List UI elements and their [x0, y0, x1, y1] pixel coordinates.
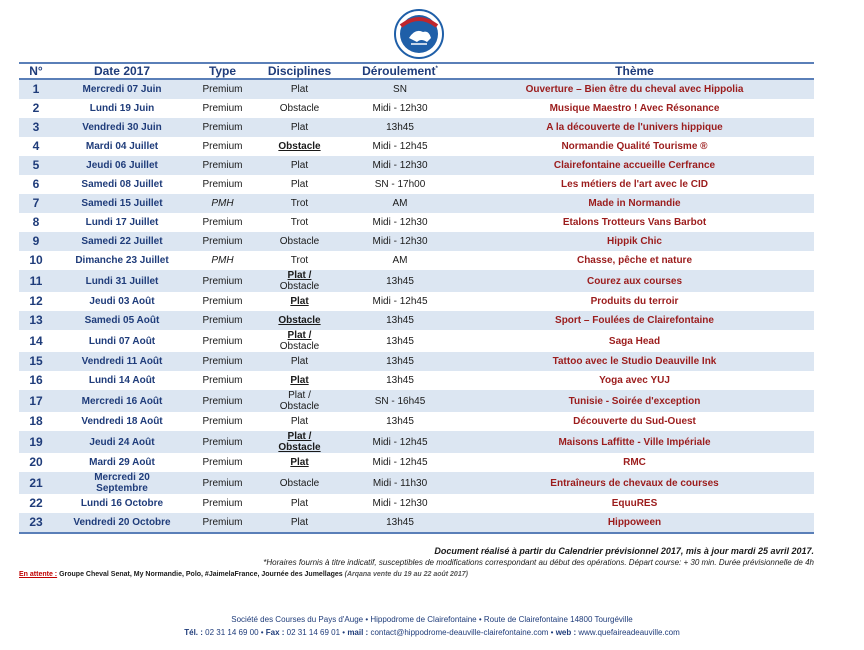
row-deroulement: Midi - 11h30: [345, 472, 455, 494]
row-deroulement: AM: [345, 194, 455, 213]
row-type: Premium: [191, 431, 254, 453]
row-date: [53, 330, 191, 352]
row-discipline-primary: Plat: [290, 84, 309, 95]
row-disciplines: [254, 513, 345, 533]
row-number: 2: [32, 101, 40, 115]
row-date-line: Mercredi 20: [94, 472, 150, 483]
row-type: Premium: [202, 103, 243, 114]
row-discipline-primary: Plat: [290, 296, 309, 307]
arqana-note: (Arqana vente du 19 au 22 août 2017): [344, 571, 468, 578]
row-number: 7: [19, 194, 53, 213]
table-row: [19, 156, 814, 175]
row-number: 1: [19, 79, 53, 99]
row-number: 17: [19, 390, 53, 412]
row-date-line: Samedi 05 Août: [84, 315, 160, 326]
row-date: [53, 453, 191, 472]
row-disciplines: [254, 213, 345, 232]
fax-value: 02 31 14 69 01 •: [284, 628, 348, 637]
row-date: [53, 251, 191, 270]
row-discipline-primary: Plat: [290, 160, 309, 171]
row-date: [53, 494, 191, 513]
row-deroulement: SN: [345, 79, 455, 99]
row-date-line: Jeudi 03 Août: [89, 296, 155, 307]
row-deroulement: 13h45: [345, 352, 455, 371]
row-disciplines: [254, 311, 345, 330]
row-date-line: Septembre: [96, 483, 148, 494]
row-discipline-primary: Trot: [290, 217, 309, 228]
row-disciplines: [254, 292, 345, 311]
row-discipline-primary: Trot: [290, 255, 309, 266]
row-disciplines: [254, 118, 345, 137]
row-type: Premium: [191, 472, 254, 494]
row-type: PMH: [211, 255, 234, 266]
row-number: 18: [29, 414, 43, 428]
row-date: [53, 352, 191, 371]
table-row: [19, 472, 814, 494]
row-type: Premium: [202, 416, 243, 427]
row-theme: EquuRES: [611, 498, 658, 509]
row-deroulement: 13h45: [345, 270, 455, 292]
row-type: Premium: [202, 335, 243, 347]
row-discipline-primary: Plat: [290, 179, 309, 190]
row-type: Premium: [202, 141, 243, 152]
row-date: [53, 232, 191, 251]
col-header-num: N°: [19, 63, 53, 79]
row-disciplines: [254, 330, 345, 352]
row-date: [53, 412, 191, 431]
address-line: Société des Courses du Pays d'Auge • Hippodrome de Clairefontaine • Route de Clairefontaine 14800 Tourgéville: [231, 615, 633, 624]
row-type: Premium: [191, 118, 254, 137]
row-discipline-primary: Plat /: [287, 270, 312, 281]
row-discipline-primary: Obstacle: [279, 103, 320, 114]
row-theme: Entraîneurs de chevaux de courses: [455, 472, 814, 494]
row-type: Premium: [202, 457, 243, 468]
row-discipline-primary: Obstacle: [279, 236, 320, 247]
row-date: [53, 431, 191, 453]
table-row: [19, 352, 814, 371]
row-date: [53, 270, 191, 292]
row-deroulement: 13h45: [386, 416, 414, 427]
row-disciplines: [254, 472, 345, 494]
row-discipline-secondary: Obstacle: [279, 281, 320, 292]
row-type: Premium: [202, 296, 243, 307]
row-deroulement: SN - 16h45: [345, 390, 455, 412]
row-type: Premium: [202, 498, 243, 509]
row-date-line: Vendredi 11 Août: [81, 356, 163, 367]
row-number: 8: [32, 215, 40, 229]
row-disciplines: [254, 412, 345, 431]
table-row: [19, 412, 814, 431]
row-number: 4: [32, 139, 40, 153]
row-type: PMH: [191, 194, 254, 213]
tel-value: 02 31 14 69 00 •: [202, 628, 266, 637]
row-theme: Produits du terroir: [590, 296, 679, 307]
row-deroulement: 13h45: [345, 513, 455, 533]
table-row: [19, 99, 814, 118]
table-row: [19, 79, 814, 99]
row-discipline-primary: Plat: [290, 356, 309, 367]
row-discipline-primary: Plat: [290, 122, 309, 133]
table-row: [19, 371, 814, 390]
row-discipline-primary: Plat /: [287, 431, 312, 442]
row-date: [53, 311, 191, 330]
row-disciplines: [254, 270, 345, 292]
row-deroulement: Midi - 12h30: [345, 232, 455, 251]
row-disciplines: [254, 232, 345, 251]
row-discipline-primary: Plat: [290, 517, 309, 528]
row-disciplines: [254, 453, 345, 472]
col-header-theme: Thème: [455, 63, 814, 79]
row-deroulement: AM: [392, 255, 408, 266]
row-number: 5: [19, 156, 53, 175]
row-date-line: Mardi 29 Août: [89, 457, 155, 468]
row-type: Premium: [202, 179, 243, 190]
row-discipline-primary: Trot: [290, 198, 309, 209]
row-date-line: Vendredi 18 Août: [81, 416, 163, 427]
row-theme: Maisons Laffitte - Ville Impériale: [455, 431, 814, 453]
row-discipline-primary: Plat: [290, 457, 309, 468]
row-deroulement: Midi - 12h30: [372, 498, 428, 509]
row-discipline-secondary: Obstacle: [279, 401, 320, 412]
row-disciplines: [254, 79, 345, 99]
row-number: 21: [19, 472, 53, 494]
waiting-label: En attente :: [19, 571, 58, 578]
row-date-line: Jeudi 06 Juillet: [86, 160, 158, 171]
table-row: [19, 311, 814, 330]
waiting-items: Groupe Cheval Senat, My Normandie, Polo, #JaimelaFrance, Journée des Jumellages: [57, 571, 345, 578]
table-row: [19, 292, 814, 311]
row-number: 13: [19, 311, 53, 330]
row-date: [53, 472, 191, 494]
row-number: 3: [19, 118, 53, 137]
row-date-line: Samedi 22 Juillet: [81, 236, 163, 247]
row-theme: Courez aux courses: [455, 270, 814, 292]
row-theme: Normandie Qualité Tourisme ®: [561, 141, 708, 152]
row-number: 19: [19, 431, 53, 453]
row-type: Premium: [202, 375, 243, 386]
row-date-line: Mardi 04 Juillet: [85, 141, 159, 152]
row-deroulement: Midi - 12h45: [372, 457, 428, 468]
hippodrome-logo-icon: [393, 8, 445, 60]
row-theme: Musique Maestro ! Avec Résonance: [549, 103, 720, 114]
row-theme: Clairefontaine accueille Cerfrance: [455, 156, 814, 175]
table-row: [19, 175, 814, 194]
row-date: [53, 137, 191, 156]
row-disciplines: [254, 352, 345, 371]
row-disciplines: [254, 194, 345, 213]
row-discipline-primary: Plat: [290, 498, 309, 509]
row-deroulement: 13h45: [345, 118, 455, 137]
tel-label: Tél. :: [184, 628, 203, 637]
row-theme: Chasse, pêche et nature: [576, 255, 693, 266]
row-theme: Sport – Foulées de Clairefontaine: [455, 311, 814, 330]
row-date-line: Mercredi 07 Juin: [82, 84, 162, 95]
row-deroulement: Midi - 12h30: [372, 217, 428, 228]
row-deroulement: Midi - 12h30: [345, 156, 455, 175]
row-type: Premium: [191, 156, 254, 175]
row-disciplines: [254, 99, 345, 118]
row-type: Premium: [191, 390, 254, 412]
row-disciplines: [254, 494, 345, 513]
row-theme: A la découverte de l'univers hippique: [455, 118, 814, 137]
row-discipline-primary: Obstacle: [278, 141, 321, 152]
row-theme: RMC: [623, 457, 646, 468]
row-date: [53, 513, 191, 533]
row-number: 16: [29, 373, 43, 387]
table-row: [19, 137, 814, 156]
row-type: Premium: [191, 311, 254, 330]
row-theme: Hippik Chic: [455, 232, 814, 251]
web-link[interactable]: www.quefaireadeauville.com: [576, 628, 680, 637]
row-deroulement: Midi - 12h45: [372, 141, 428, 152]
row-date-line: Lundi 31 Juillet: [85, 275, 159, 287]
mail-label: mail :: [347, 628, 369, 637]
row-discipline-primary: Obstacle: [278, 315, 321, 326]
row-deroulement: 13h45: [386, 375, 414, 386]
row-number: 10: [29, 253, 43, 267]
table-row: [19, 194, 814, 213]
row-disciplines: [254, 251, 345, 270]
row-discipline-primary: Plat: [290, 416, 309, 427]
table-header-row: [19, 63, 814, 79]
col-header-disciplines: Disciplines: [254, 63, 345, 79]
row-date: [53, 390, 191, 412]
row-date-line: Samedi 08 Juillet: [81, 179, 163, 190]
row-date-line: Vendredi 20 Octobre: [73, 517, 171, 528]
table-row: [19, 494, 814, 513]
row-number: 11: [19, 270, 53, 292]
mail-link[interactable]: contact@hippodrome-deauville-clairefontaine.com •: [368, 628, 556, 637]
document-note: Document réalisé à partir du Calendrier prévisionnel 2017, mis à jour mardi 25 avril 2017.: [434, 546, 814, 556]
row-date-line: Lundi 17 Juillet: [85, 217, 159, 228]
table-row: [19, 330, 814, 352]
row-date-line: Lundi 19 Juin: [89, 103, 155, 114]
row-date: [53, 175, 191, 194]
row-date-line: Lundi 16 Octobre: [80, 498, 164, 509]
row-deroulement: Midi - 12h45: [372, 296, 428, 307]
row-type: Premium: [191, 79, 254, 99]
table-row: [19, 270, 814, 292]
row-number: 20: [29, 455, 43, 469]
table-row: [19, 213, 814, 232]
row-theme: Saga Head: [608, 335, 661, 347]
row-number: 12: [29, 294, 43, 308]
row-deroulement: 13h45: [386, 335, 414, 347]
row-date-line: Dimanche 23 Juillet: [75, 255, 169, 266]
row-type: Premium: [191, 352, 254, 371]
row-date: [53, 371, 191, 390]
table-row: [19, 513, 814, 533]
row-theme: Tunisie - Soirée d'exception: [455, 390, 814, 412]
row-theme: Made in Normandie: [455, 194, 814, 213]
table-row: [19, 453, 814, 472]
row-theme: Ouverture – Bien être du cheval avec Hippolia: [455, 79, 814, 99]
row-number: 15: [19, 352, 53, 371]
row-deroulement: Midi - 12h45: [345, 431, 455, 453]
hours-note: *Horaires fournis à titre indicatif, susceptibles de modifications correspondant au début des opérations. Départ course: + 30 min. Durée prévisionnelle de 4h: [263, 558, 814, 567]
table-row: [19, 251, 814, 270]
row-theme: Les métiers de l'art avec le CID: [561, 179, 708, 190]
row-date: [53, 156, 191, 175]
row-date: [53, 118, 191, 137]
table-row: [19, 431, 814, 453]
row-date-line: Jeudi 24 Août: [89, 436, 155, 448]
row-discipline-primary: Obstacle: [279, 477, 320, 489]
row-theme: Yoga avec YUJ: [599, 375, 670, 386]
waiting-list: [19, 571, 468, 578]
schedule-table: [19, 62, 814, 534]
row-theme: Découverte du Sud-Ouest: [573, 416, 696, 427]
row-type: Premium: [191, 270, 254, 292]
row-date: [53, 194, 191, 213]
row-type: Premium: [202, 217, 243, 228]
row-type: Premium: [191, 513, 254, 533]
row-discipline-primary: Plat: [290, 375, 309, 386]
row-number: 23: [19, 513, 53, 533]
col-header-type: Type: [191, 63, 254, 79]
col-header-deroulement: Déroulement*: [345, 63, 455, 79]
row-theme: Etalons Trotteurs Vans Barbot: [562, 217, 707, 228]
row-theme: Hippoween: [455, 513, 814, 533]
row-disciplines: [254, 371, 345, 390]
row-disciplines: [254, 137, 345, 156]
col-header-date: Date 2017: [53, 63, 191, 79]
web-label: web :: [555, 628, 577, 637]
row-discipline-secondary: Obstacle: [279, 341, 320, 352]
row-deroulement: 13h45: [345, 311, 455, 330]
row-disciplines: [254, 175, 345, 194]
row-deroulement: SN - 17h00: [374, 179, 426, 190]
table-row: [19, 390, 814, 412]
row-discipline-primary: Plat /: [287, 330, 312, 341]
row-date-line: Lundi 07 Août: [88, 335, 156, 347]
row-date-line: Samedi 15 Juillet: [81, 198, 163, 209]
row-disciplines: [254, 431, 345, 453]
row-number: 14: [29, 333, 43, 348]
row-disciplines: [254, 390, 345, 412]
row-date: [53, 79, 191, 99]
table-row: [19, 232, 814, 251]
row-discipline-primary: Plat /: [288, 390, 311, 401]
row-date: [53, 99, 191, 118]
row-date: [53, 213, 191, 232]
row-date-line: Mercredi 16 Août: [81, 395, 163, 407]
table-row: [19, 118, 814, 137]
contact-line: [0, 628, 864, 637]
row-date: [53, 292, 191, 311]
row-number: 22: [29, 496, 43, 510]
row-theme: Tattoo avec le Studio Deauville Ink: [455, 352, 814, 371]
row-type: Premium: [191, 232, 254, 251]
row-date-line: Vendredi 30 Juin: [82, 122, 162, 133]
fax-label: Fax :: [265, 628, 285, 637]
row-number: 6: [32, 177, 40, 191]
row-deroulement: Midi - 12h30: [372, 103, 428, 114]
row-number: 9: [19, 232, 53, 251]
row-discipline-secondary: Obstacle: [278, 442, 321, 453]
row-date-line: Lundi 14 Août: [88, 375, 156, 386]
row-disciplines: [254, 156, 345, 175]
